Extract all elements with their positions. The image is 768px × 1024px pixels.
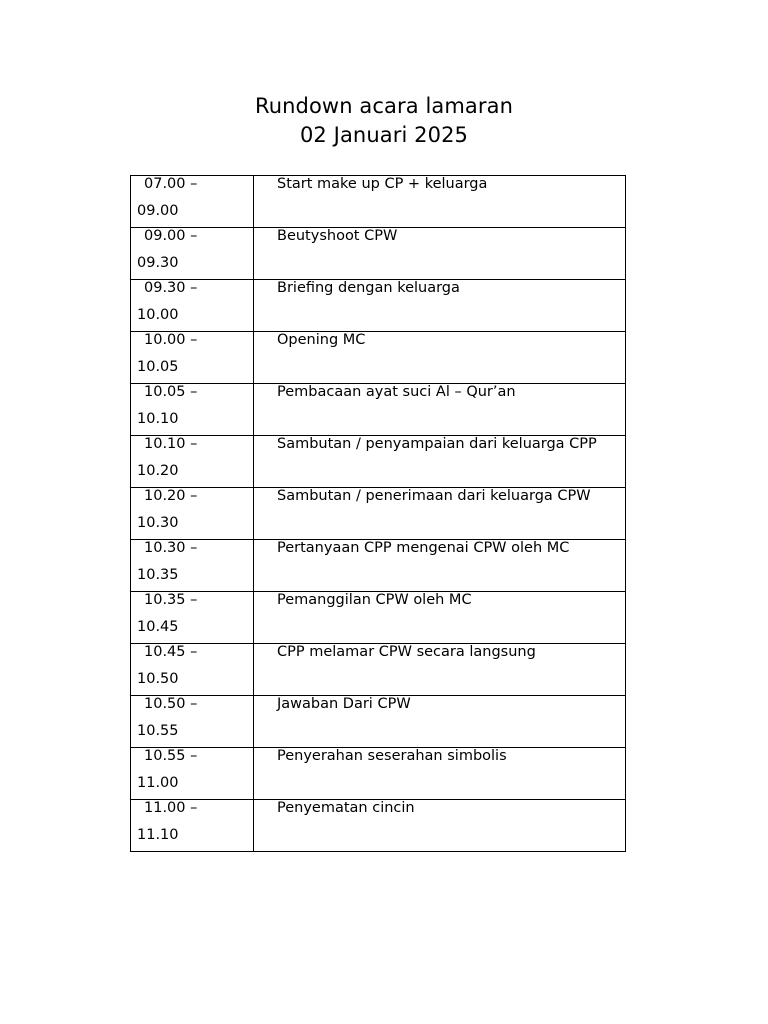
time-cell [131, 280, 254, 332]
table-row [131, 488, 626, 540]
activity-label: Start make up CP + keluarga [277, 176, 488, 192]
time-cell [131, 748, 254, 800]
time-cell [131, 488, 254, 540]
activity-cell [254, 540, 626, 592]
activity-cell [254, 800, 626, 852]
time-start: 10.00 – [144, 332, 198, 348]
table-row [131, 540, 626, 592]
activity-cell [254, 488, 626, 540]
time-end: 10.30 [137, 515, 179, 531]
time-start: 07.00 – [144, 176, 198, 192]
time-start: 10.30 – [144, 540, 198, 556]
time-end: 10.55 [137, 723, 179, 739]
table-row [131, 644, 626, 696]
activity-cell [254, 644, 626, 696]
activity-label: CPP melamar CPW secara langsung [277, 644, 536, 660]
time-start: 10.45 – [144, 644, 198, 660]
time-cell [131, 176, 254, 228]
time-start: 09.00 – [144, 228, 198, 244]
time-cell [131, 696, 254, 748]
activity-label: Pertanyaan CPP mengenai CPW oleh MC [277, 540, 570, 556]
activity-cell [254, 228, 626, 280]
activity-cell [254, 696, 626, 748]
time-end: 10.10 [137, 411, 179, 427]
activity-label: Sambutan / penerimaan dari keluarga CPW [277, 488, 591, 504]
time-cell [131, 800, 254, 852]
time-cell [131, 384, 254, 436]
time-end: 09.00 [137, 203, 179, 219]
table-row [131, 384, 626, 436]
time-start: 10.55 – [144, 748, 198, 764]
time-end: 10.45 [137, 619, 179, 635]
table-row [131, 176, 626, 228]
table-row [131, 592, 626, 644]
time-cell [131, 644, 254, 696]
table-row [131, 332, 626, 384]
time-cell [131, 332, 254, 384]
table-row [131, 748, 626, 800]
table-row [131, 280, 626, 332]
time-end: 11.10 [137, 827, 179, 843]
activity-cell [254, 332, 626, 384]
time-start: 10.35 – [144, 592, 198, 608]
time-start: 11.00 – [144, 800, 198, 816]
activity-label: Jawaban Dari CPW [277, 696, 411, 712]
time-end: 10.05 [137, 359, 179, 375]
time-cell [131, 540, 254, 592]
rundown-table-body [131, 176, 626, 852]
table-row [131, 696, 626, 748]
time-end: 10.50 [137, 671, 179, 687]
activity-label: Pemanggilan CPW oleh MC [277, 592, 472, 608]
activity-label: Penyematan cincin [277, 800, 415, 816]
time-cell [131, 436, 254, 488]
time-start: 10.05 – [144, 384, 198, 400]
activity-label: Opening MC [277, 332, 366, 348]
time-end: 10.35 [137, 567, 179, 583]
table-row [131, 800, 626, 852]
time-start: 10.20 – [144, 488, 198, 504]
time-end: 10.00 [137, 307, 179, 323]
activity-cell [254, 384, 626, 436]
time-cell [131, 592, 254, 644]
time-end: 10.20 [137, 463, 179, 479]
time-cell [131, 228, 254, 280]
activity-label: Penyerahan seserahan simbolis [277, 748, 507, 764]
title-event: Rundown acara lamaran [254, 94, 513, 118]
table-row [131, 436, 626, 488]
activity-label: Pembacaan ayat suci Al – Qur’an [277, 384, 516, 400]
activity-label: Beutyshoot CPW [277, 228, 398, 244]
activity-cell [254, 280, 626, 332]
time-start: 10.50 – [144, 696, 198, 712]
title-date: 02 Januari 2025 [299, 123, 469, 147]
activity-cell [254, 176, 626, 228]
activity-label: Sambutan / penyampaian dari keluarga CPP [277, 436, 597, 452]
rundown-table [130, 175, 626, 852]
activity-cell [254, 436, 626, 488]
activity-label: Briefing dengan keluarga [277, 280, 460, 296]
time-start: 09.30 – [144, 280, 198, 296]
time-end: 09.30 [137, 255, 179, 271]
time-start: 10.10 – [144, 436, 198, 452]
activity-cell [254, 592, 626, 644]
document-title [0, 92, 768, 150]
time-end: 11.00 [137, 775, 179, 791]
activity-cell [254, 748, 626, 800]
table-row [131, 228, 626, 280]
